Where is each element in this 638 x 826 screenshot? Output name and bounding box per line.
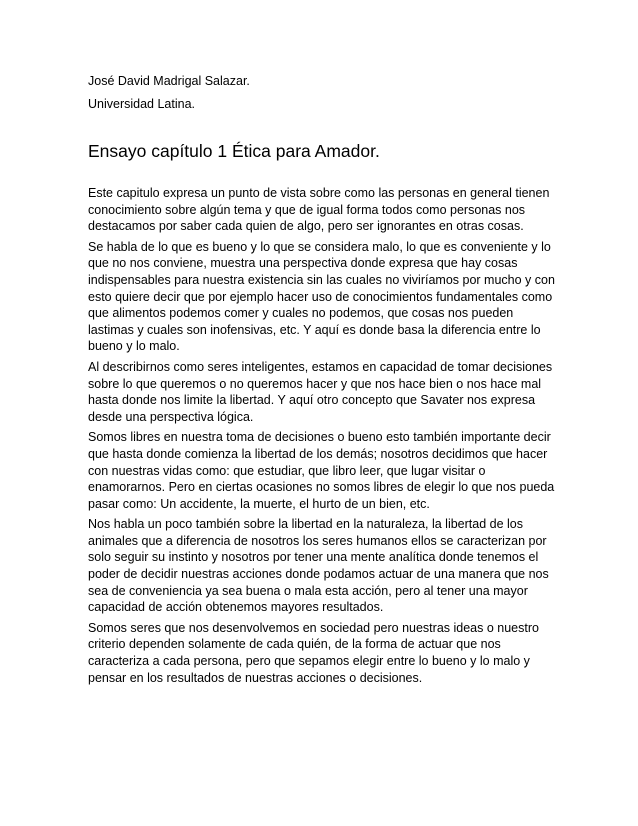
paragraph-1: Este capitulo expresa un punto de vista sobre como las personas en general tienen conocimiento sobre algún tema y que de igual forma todos como personas nos destacamos por saber cada quien de algo, pero ser ignorantes en otras cosas. [88,186,550,234]
author-name: José David Madrigal Salazar. [88,74,250,88]
paragraph-3: Al describirnos como seres inteligentes, estamos en capacidad de tomar decisiones sobre lo que queremos o no queremos hacer y que nos hace bien o nos hace mal hasta donde nos limite la libertad. Y aquí otro concepto que Savater nos expresa desde una perspectiva lógica. [88,359,553,424]
paragraph-5: Nos habla un poco también sobre la libertad en la naturaleza, la libertad de los animales que a diferencia de nosotros los seres humanos ellos se caracterizan por solo seguir su instinto y nosotros por tener una mente analítica donde tenemos el poder de decidir nuestras acciones donde podamos actuar de una manera que nos sea de conveniencia ya sea buena o mala esta acción, pero al tener una mayor capacidad de acción obtenemos mayores resultados. [88,517,549,615]
document-page [88,73,558,690]
paragraph-6: Somos seres que nos desenvolvemos en sociedad pero nuestras ideas o nuestro criterio dependen solamente de cada quién, de la forma de actuar que nos caracteriza a cada persona, pero que sepamos elegir entre lo bueno y lo malo y pensar en los resultados de nuestras acciones o decisiones. [88,620,539,685]
institution-name: Universidad Latina. [88,97,196,111]
paragraph-2: Se habla de lo que es bueno y lo que se considera malo, lo que es conveniente y lo que no nos conviene, muestra una perspectiva donde expresa que hay cosas indispensables para nuestra existencia sin las cuales no viviríamos por mucho y con esto quiere decir que por ejemplo hacer uso de conocimientos fundamentales como que alimentos podemos comer y cuales no podemos, que cosas nos pueden lastimas y cuales son inofensivas, etc. Y aquí es donde basa la diferencia entre lo bueno y lo malo. [88,239,555,354]
paragraph-4: Somos libres en nuestra toma de decisiones o bueno esto también importante decir que hasta donde comienza la libertad de los demás; nosotros decidimos que hacer con nuestras vidas como: que estudiar, que libro leer, que lugar visitar o enamorarnos. Pero en ciertas ocasiones no somos libres de elegir lo que nos pueda pasar como: Un accidente, la muerte, el hurto de un bien, etc. [88,430,555,511]
essay-title: Ensayo capítulo 1 Ética para Amador. [88,141,380,161]
